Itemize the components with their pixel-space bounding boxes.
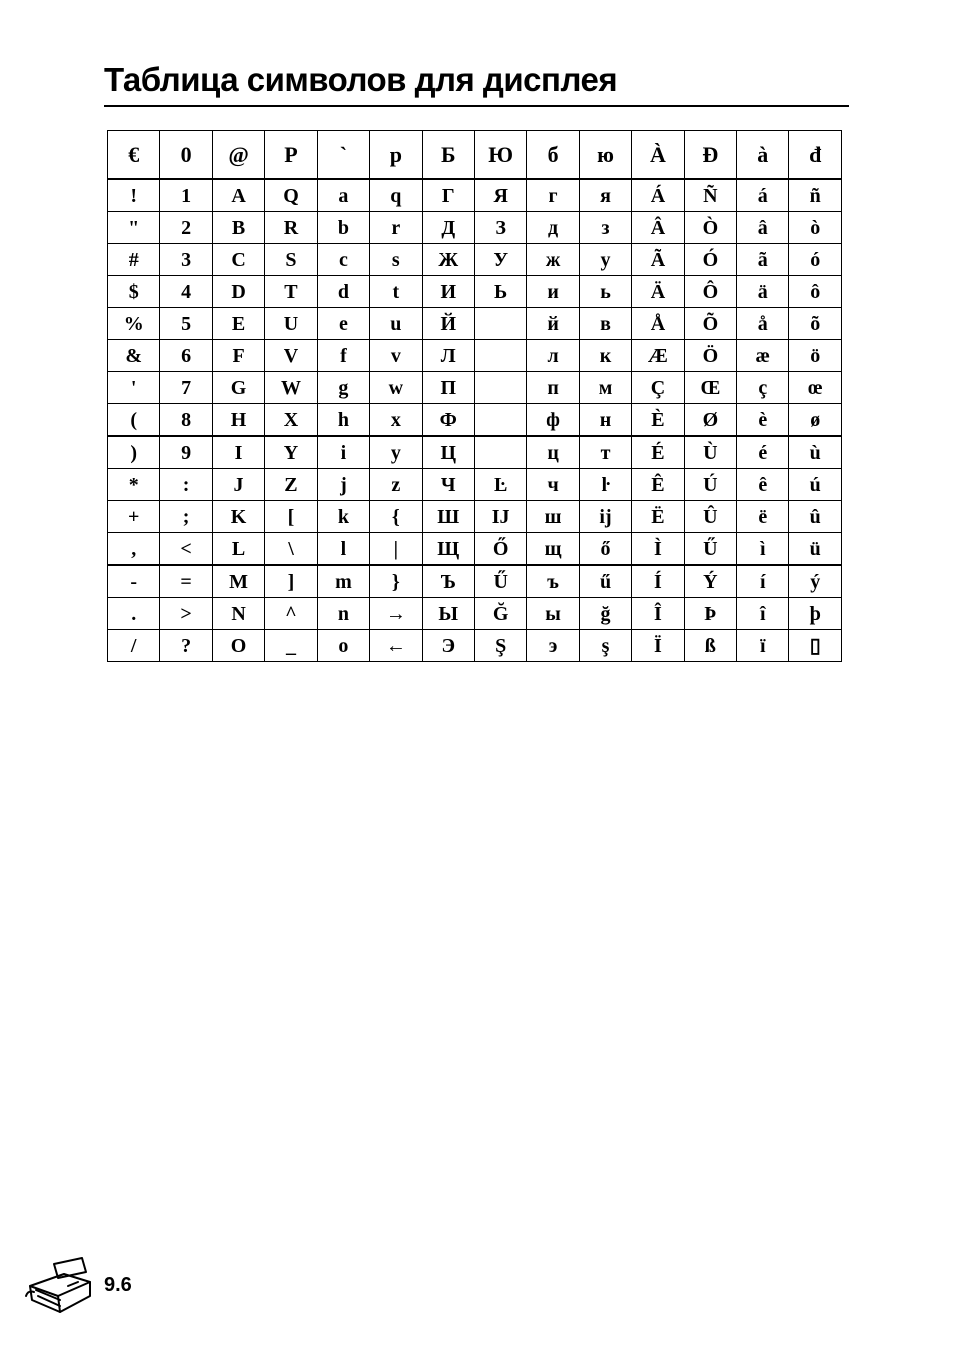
table-cell: Ű: [474, 565, 526, 598]
table-row: [108, 533, 842, 566]
table-cell: 3: [160, 244, 212, 276]
table-cell: Ц: [422, 436, 474, 469]
table-cell: Ŀ: [474, 469, 526, 501]
table-cell: (: [108, 404, 160, 437]
table-cell: ô: [789, 276, 842, 308]
table-cell: j: [317, 469, 369, 501]
table-cell: z: [370, 469, 422, 501]
table-cell: Đ: [684, 131, 736, 180]
table-row: [108, 436, 842, 469]
table-cell: [474, 404, 526, 437]
table-cell: t: [370, 276, 422, 308]
table-cell: 8: [160, 404, 212, 437]
table-cell: g: [317, 372, 369, 404]
table-cell: 4: [160, 276, 212, 308]
table-cell: ь: [579, 276, 631, 308]
table-cell: \: [265, 533, 317, 566]
table-cell: Œ: [684, 372, 736, 404]
table-cell: v: [370, 340, 422, 372]
table-row: [108, 630, 842, 662]
table-cell: þ: [789, 598, 842, 630]
table-cell: З: [474, 212, 526, 244]
table-cell: O: [212, 630, 264, 662]
table-cell: [474, 372, 526, 404]
character-table-body: [108, 131, 842, 662]
table-cell: →: [370, 598, 422, 630]
table-cell: i: [317, 436, 369, 469]
table-cell: Å: [632, 308, 684, 340]
table-cell: 7: [160, 372, 212, 404]
table-cell: Ø: [684, 404, 736, 437]
table-cell: H: [212, 404, 264, 437]
table-cell: П: [422, 372, 474, 404]
table-cell: п: [527, 372, 579, 404]
table-cell: Ì: [632, 533, 684, 566]
table-cell: У: [474, 244, 526, 276]
table-cell: h: [317, 404, 369, 437]
table-cell: å: [737, 308, 789, 340]
table-cell: Q: [265, 179, 317, 212]
table-cell: в: [579, 308, 631, 340]
table-cell: м: [579, 372, 631, 404]
table-cell: s: [370, 244, 422, 276]
table-cell: Á: [632, 179, 684, 212]
table-cell: Ò: [684, 212, 736, 244]
table-cell: Ğ: [474, 598, 526, 630]
table-cell: $: [108, 276, 160, 308]
table-cell: r: [370, 212, 422, 244]
table-cell: T: [265, 276, 317, 308]
table-cell: u: [370, 308, 422, 340]
table-cell: 2: [160, 212, 212, 244]
table-cell: x: [370, 404, 422, 437]
table-cell: +: [108, 501, 160, 533]
table-cell: ш: [527, 501, 579, 533]
table-cell: Ő: [474, 533, 526, 566]
table-cell: !: [108, 179, 160, 212]
table-cell: û: [789, 501, 842, 533]
table-cell: V: [265, 340, 317, 372]
table-cell: ": [108, 212, 160, 244]
table-cell: đ: [789, 131, 842, 180]
table-cell: õ: [789, 308, 842, 340]
table-cell: q: [370, 179, 422, 212]
table-cell: p: [370, 131, 422, 180]
table-cell: б: [527, 131, 579, 180]
table-cell: Ж: [422, 244, 474, 276]
table-cell: ï: [737, 630, 789, 662]
table-cell: ,: [108, 533, 160, 566]
table-cell: ò: [789, 212, 842, 244]
table-cell: Û: [684, 501, 736, 533]
table-cell: C: [212, 244, 264, 276]
table-cell: Д: [422, 212, 474, 244]
table-row: [108, 372, 842, 404]
table-cell: À: [632, 131, 684, 180]
table-cell: 6: [160, 340, 212, 372]
table-cell: â: [737, 212, 789, 244]
table-cell: œ: [789, 372, 842, 404]
table-cell: т: [579, 436, 631, 469]
table-cell: щ: [527, 533, 579, 566]
table-cell: ú: [789, 469, 842, 501]
table-cell: m: [317, 565, 369, 598]
table-cell: ö: [789, 340, 842, 372]
table-cell: <: [160, 533, 212, 566]
table-cell: Þ: [684, 598, 736, 630]
table-cell: ю: [579, 131, 631, 180]
table-cell: c: [317, 244, 369, 276]
table-cell: [: [265, 501, 317, 533]
table-cell: o: [317, 630, 369, 662]
table-cell: Л: [422, 340, 474, 372]
table-row: [108, 565, 842, 598]
table-cell: >: [160, 598, 212, 630]
table-cell: ц: [527, 436, 579, 469]
table-cell: Ö: [684, 340, 736, 372]
table-cell: È: [632, 404, 684, 437]
table-cell: н: [579, 404, 631, 437]
table-cell: è: [737, 404, 789, 437]
table-cell: k: [317, 501, 369, 533]
table-cell: ы: [527, 598, 579, 630]
table-cell: æ: [737, 340, 789, 372]
table-cell: -: [108, 565, 160, 598]
table-cell: É: [632, 436, 684, 469]
table-cell: @: [212, 131, 264, 180]
table-cell: к: [579, 340, 631, 372]
table-cell: [474, 340, 526, 372]
table-cell: ó: [789, 244, 842, 276]
table-cell: ?: [160, 630, 212, 662]
table-row: [108, 131, 842, 180]
table-cell: Я: [474, 179, 526, 212]
table-cell: F: [212, 340, 264, 372]
table-cell: Ã: [632, 244, 684, 276]
table-row: [108, 308, 842, 340]
table-cell: }: [370, 565, 422, 598]
table-cell: Ê: [632, 469, 684, 501]
table-cell: S: [265, 244, 317, 276]
table-row: [108, 598, 842, 630]
table-cell: Ù: [684, 436, 736, 469]
table-row: [108, 212, 842, 244]
table-cell: у: [579, 244, 631, 276]
table-cell: ş: [579, 630, 631, 662]
table-cell: ъ: [527, 565, 579, 598]
table-cell: [474, 436, 526, 469]
table-cell: l: [317, 533, 369, 566]
table-cell: `: [317, 131, 369, 180]
table-cell: a: [317, 179, 369, 212]
table-cell: Ш: [422, 501, 474, 533]
table-cell: d: [317, 276, 369, 308]
table-cell: ý: [789, 565, 842, 598]
table-cell: ü: [789, 533, 842, 566]
table-cell: я: [579, 179, 631, 212]
table-row: [108, 244, 842, 276]
table-row: [108, 404, 842, 437]
table-cell: í: [737, 565, 789, 598]
table-cell: Y: [265, 436, 317, 469]
table-cell: Î: [632, 598, 684, 630]
table-cell: Ь: [474, 276, 526, 308]
table-cell: ì: [737, 533, 789, 566]
table-cell: I: [212, 436, 264, 469]
table-cell: Щ: [422, 533, 474, 566]
table-cell: ß: [684, 630, 736, 662]
character-table: [107, 130, 842, 662]
table-cell: N: [212, 598, 264, 630]
table-cell: |: [370, 533, 422, 566]
table-cell: ж: [527, 244, 579, 276]
table-cell: Ф: [422, 404, 474, 437]
table-cell: ': [108, 372, 160, 404]
table-cell: A: [212, 179, 264, 212]
table-cell: й: [527, 308, 579, 340]
table-cell: ij: [579, 501, 631, 533]
table-cell: Ű: [684, 533, 736, 566]
table-cell: ч: [527, 469, 579, 501]
table-cell: Í: [632, 565, 684, 598]
table-cell: л: [527, 340, 579, 372]
table-cell: ф: [527, 404, 579, 437]
table-cell: ): [108, 436, 160, 469]
table-cell: Ъ: [422, 565, 474, 598]
table-cell: J: [212, 469, 264, 501]
table-cell: E: [212, 308, 264, 340]
table-cell: д: [527, 212, 579, 244]
table-cell: n: [317, 598, 369, 630]
table-cell: [474, 308, 526, 340]
table-cell: L: [212, 533, 264, 566]
table-cell: Ч: [422, 469, 474, 501]
table-cell: R: [265, 212, 317, 244]
table-cell: IJ: [474, 501, 526, 533]
table-cell: ő: [579, 533, 631, 566]
fax-machine-icon: [24, 1256, 96, 1320]
table-cell: î: [737, 598, 789, 630]
table-cell: 0: [160, 131, 212, 180]
table-cell: Â: [632, 212, 684, 244]
table-cell: W: [265, 372, 317, 404]
table-cell: ë: [737, 501, 789, 533]
table-cell: b: [317, 212, 369, 244]
table-cell: Ï: [632, 630, 684, 662]
table-cell: .: [108, 598, 160, 630]
table-cell: и: [527, 276, 579, 308]
table-cell: P: [265, 131, 317, 180]
table-cell: Ñ: [684, 179, 736, 212]
page-title: Таблица символов для дисплея: [104, 61, 618, 98]
table-cell: 9: [160, 436, 212, 469]
table-cell: K: [212, 501, 264, 533]
table-cell: Æ: [632, 340, 684, 372]
table-cell: #: [108, 244, 160, 276]
table-cell: Ä: [632, 276, 684, 308]
table-cell: à: [737, 131, 789, 180]
table-cell: ŀ: [579, 469, 631, 501]
table-cell: 5: [160, 308, 212, 340]
table-cell: Й: [422, 308, 474, 340]
table-cell: w: [370, 372, 422, 404]
table-cell: 1: [160, 179, 212, 212]
title-rule: [104, 105, 849, 107]
table-cell: ^: [265, 598, 317, 630]
table-row: [108, 469, 842, 501]
table-cell: з: [579, 212, 631, 244]
table-cell: Ó: [684, 244, 736, 276]
table-cell: ñ: [789, 179, 842, 212]
table-cell: ø: [789, 404, 842, 437]
table-cell: Ы: [422, 598, 474, 630]
table-cell: :: [160, 469, 212, 501]
table-cell: =: [160, 565, 212, 598]
table-cell: ]: [265, 565, 317, 598]
table-cell: г: [527, 179, 579, 212]
table-cell: X: [265, 404, 317, 437]
table-cell: %: [108, 308, 160, 340]
table-cell: Z: [265, 469, 317, 501]
page-number: 9.6: [104, 1274, 132, 1296]
table-cell: ▯: [789, 630, 842, 662]
table-cell: ;: [160, 501, 212, 533]
table-cell: ä: [737, 276, 789, 308]
table-cell: Ю: [474, 131, 526, 180]
table-cell: Э: [422, 630, 474, 662]
table-cell: ù: [789, 436, 842, 469]
table-cell: ã: [737, 244, 789, 276]
table-cell: Õ: [684, 308, 736, 340]
table-cell: &: [108, 340, 160, 372]
table-cell: G: [212, 372, 264, 404]
table-cell: Ý: [684, 565, 736, 598]
table-cell: y: [370, 436, 422, 469]
table-cell: é: [737, 436, 789, 469]
table-cell: U: [265, 308, 317, 340]
table-cell: B: [212, 212, 264, 244]
table-cell: Ş: [474, 630, 526, 662]
table-cell: ê: [737, 469, 789, 501]
table-cell: Ë: [632, 501, 684, 533]
table-cell: f: [317, 340, 369, 372]
table-cell: *: [108, 469, 160, 501]
table-cell: á: [737, 179, 789, 212]
table-cell: Ô: [684, 276, 736, 308]
table-cell: ğ: [579, 598, 631, 630]
table-cell: ű: [579, 565, 631, 598]
table-cell: Г: [422, 179, 474, 212]
table-row: [108, 276, 842, 308]
table-cell: €: [108, 131, 160, 180]
table-cell: ç: [737, 372, 789, 404]
table-cell: Ç: [632, 372, 684, 404]
table-row: [108, 501, 842, 533]
table-row: [108, 179, 842, 212]
table-cell: И: [422, 276, 474, 308]
table-cell: e: [317, 308, 369, 340]
table-cell: D: [212, 276, 264, 308]
table-cell: э: [527, 630, 579, 662]
table-cell: M: [212, 565, 264, 598]
table-cell: Б: [422, 131, 474, 180]
table-cell: _: [265, 630, 317, 662]
table-cell: /: [108, 630, 160, 662]
table-cell: Ú: [684, 469, 736, 501]
table-row: [108, 340, 842, 372]
table-cell: {: [370, 501, 422, 533]
table-cell: ←: [370, 630, 422, 662]
